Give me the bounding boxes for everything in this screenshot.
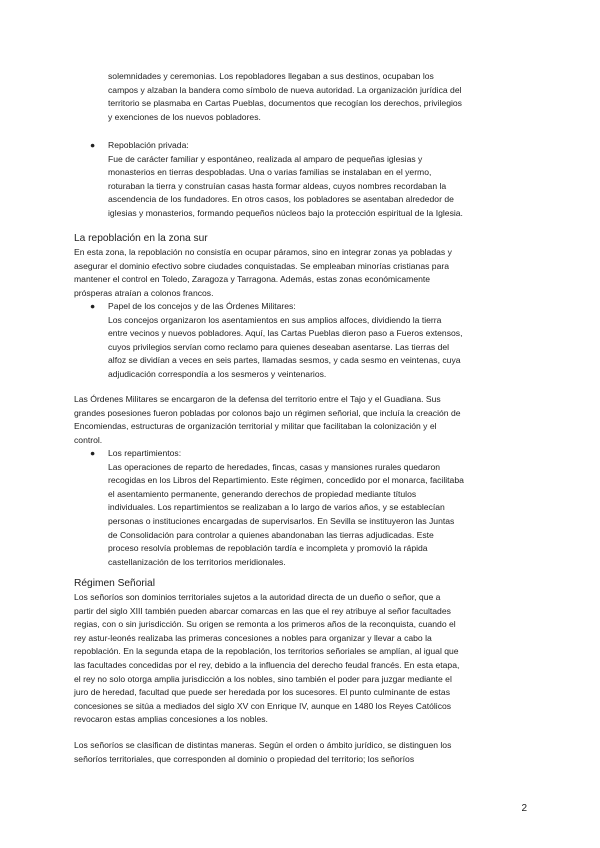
paragraph-zona-sur [74, 246, 526, 300]
text-line: las facultades concedidas por el rey, debido a la influencia del derecho feudal francés. En esta etapa, [74, 659, 460, 670]
text-line: Los concejos organizaron los asentamientos en sus amplios alfoces, dividiendo la tierra [108, 314, 442, 325]
text-line: señoríos territoriales, que corresponden al dominio o propiedad del territorio; los señoríos [74, 753, 415, 764]
page-number: 2 [521, 803, 527, 814]
text-line: grandes posesiones fueron pobladas por colonos bajo un régimen señorial, que incluía la creación de [74, 407, 461, 418]
bullet-icon: ● [90, 448, 96, 458]
text-line: campos y alzaban la bandera como símbolo de nueva autoridad. La organización jurídica del [108, 84, 462, 95]
text-line: revocaron estas amplias concesiones a los nobles. [74, 714, 268, 725]
bullet-title: Los repartimientos: [108, 448, 182, 458]
bullet-repartimientos [108, 447, 526, 569]
text-line: mantener el control en Toledo, Zaragoza y Tarragona. Además, estas zonas económicamente [74, 274, 431, 285]
bullet-title: Papel de los concejos y de las Órdenes Militares: [108, 301, 296, 311]
text-line: roturaban la tierra y construían casas hasta formar aldeas, cuyos nombres recordaban la [108, 180, 447, 191]
text-line: asegurar el dominio efectivo sobre ciudades conquistadas. Se empleaban minorías cristianas para [74, 260, 449, 271]
text-line: cuyos privilegios servían como reclamo para quienes deseaban asentarse. Las tierras del [108, 341, 450, 352]
text-line: Encomiendas, estructuras de organización territorial y militar que facilitaban la colonización y el [74, 421, 437, 432]
text-line: de Consolidación para controlar a quienes abandonaban las tierras adjudicadas. Este [108, 529, 434, 540]
text-line: Las Órdenes Militares se encargaron de la defensa del territorio entre el Tajo y el Guadiana. Sus [74, 394, 441, 404]
text-line: En esta zona, la repoblación no consistía en ocupar páramos, sino en integrar zonas ya pobladas y [74, 247, 452, 257]
text-line: entre vecinos y nuevos pobladores. Aquí, las Cartas Pueblas dieron paso a Fueros extensos, [108, 328, 463, 339]
text-line: iglesias y monasterios, formando pequeños núcleos bajo la protección espiritual de la Iglesia. [108, 207, 463, 218]
text-line: concesiones se sitúa a mediados del siglo XV con Enrique IV, aunque en 1480 los Reyes Católicos [74, 700, 452, 711]
bullet-repoblacion-privada [108, 139, 526, 221]
paragraph-ordenes-militares [74, 393, 526, 447]
text-line: ascendencia de los fundadores. En otros casos, los pobladores se asentaban alrededor de [108, 194, 454, 205]
text-line: proceso resolvía problemas de repoblación tardía e incompleta y promovió la rápida [108, 543, 428, 554]
text-line: el asentamiento permanente, generando derechos de propiedad mediante títulos [108, 488, 417, 499]
text-line: y exenciones de los nuevos pobladores. [108, 111, 261, 122]
text-line: repoblación. En la segunda etapa de la repoblación, los territorios señoriales se amplían, al igual que [74, 646, 459, 657]
text-line: el rey no solo otorga amplia jurisdicción a los nobles, sino también el poder para juzgar mediante el [74, 673, 452, 684]
text-line: alfoz se dividían a veces en seis partes, llamadas sesmos, y cada sesmo en veintenas, cuya [108, 355, 461, 366]
text-line: territorio se plasmaba en Cartas Pueblas, documentos que recogían los derechos, privilegios [108, 98, 462, 109]
text-line: rey astur-leonés realizaba las primeras concesiones a nobles para organizar y llevar a cabo la [74, 632, 432, 643]
text-line: castellanización de los territorios meridionales. [108, 556, 286, 567]
text-line: monasterios en tierras despobladas. Una o varias familias se instalaban en el yermo, [108, 167, 432, 178]
text-line: solemnidades y ceremonias. Los repobladores llegaban a sus destinos, ocupaban los [108, 71, 434, 81]
paragraph-regimen-senorial [74, 591, 526, 727]
text-line: individuales. Los repartimientos se realizaban a lo largo de varios años, y se establecían [108, 502, 445, 513]
text-line: juro de heredad, facultad que puede ser heredada por los sucesores. El punto culminante de estas [74, 687, 450, 698]
section-heading-regimen-senorial: Régimen Señorial [74, 578, 155, 589]
text-line: control. [74, 434, 103, 445]
text-line: regias, con o sin jurisdicción. Su origen se remonta a los primeros años de la reconquista, cuando el [74, 619, 456, 630]
bullet-icon: ● [90, 301, 96, 311]
text-line: adjudicación correspondía a los sesmeros y veintenarios. [108, 368, 327, 379]
paragraph-clasificacion [74, 739, 526, 766]
section-heading-zona-sur: La repoblación en la zona sur [74, 233, 208, 244]
text-line: partir del siglo XIII también pueden abarcar comarcas en las que el rey atribuye al señor facultades [74, 605, 451, 616]
text-line: Los señoríos son dominios territoriales sujetos a la autoridad directa de un dueño o señor, que a [74, 592, 441, 602]
bullet-title: Repoblación privada: [108, 140, 189, 150]
bullet-icon: ● [90, 140, 96, 150]
text-line: Las operaciones de reparto de heredades, fincas, casas y mansiones rurales quedaron [108, 461, 441, 472]
text-line: recogidas en los Libros del Repartimiento. Este régimen, concedido por el monarca, facilitaba [108, 475, 464, 486]
text-line: Los señoríos se clasifican de distintas maneras. Según el orden o ámbito jurídico, se distinguen los [74, 740, 452, 750]
text-line: personas o instituciones encargadas de supervisarlos. En Sevilla se instituyeron las Juntas [108, 515, 455, 526]
paragraph-continuation [108, 70, 526, 124]
bullet-concejos [108, 300, 526, 382]
text-line: Fue de carácter familiar y espontáneo, realizada al amparo de pequeñas iglesias y [108, 153, 423, 164]
text-line: prósperas atraían a colonos francos. [74, 287, 214, 298]
